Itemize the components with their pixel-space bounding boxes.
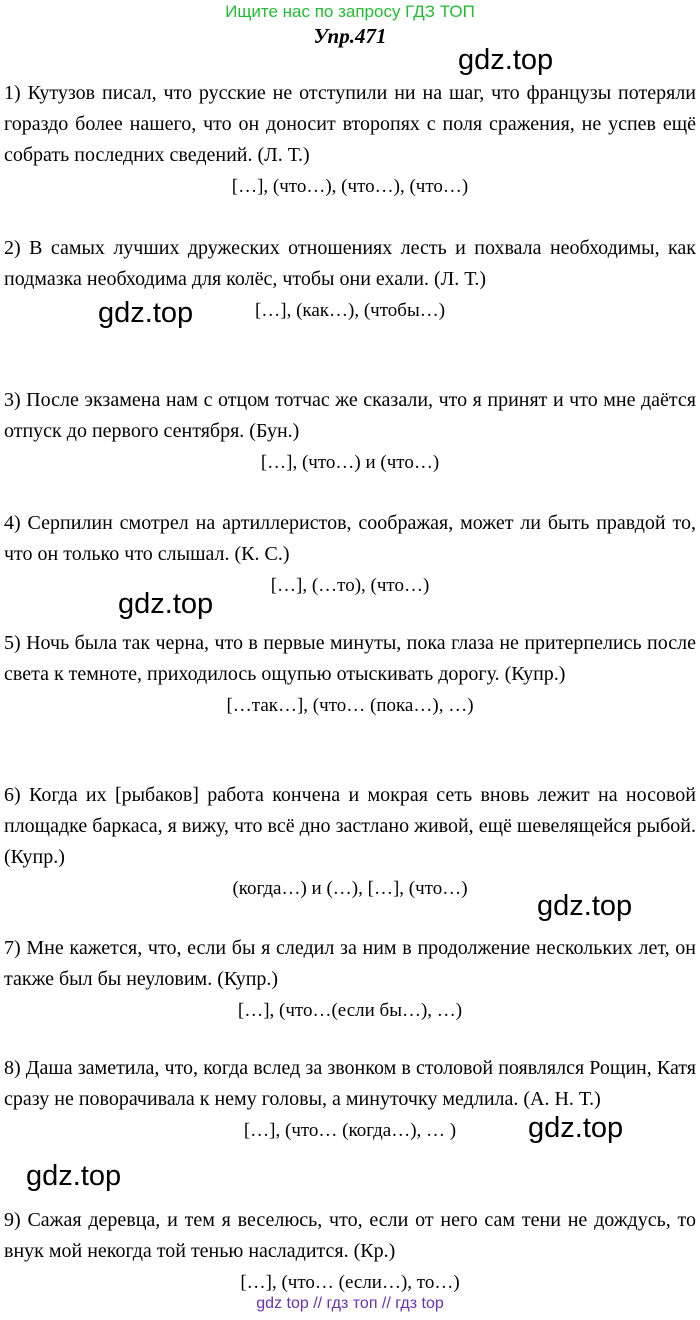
exercise-6 — [0, 780, 700, 903]
top-banner: Ищите нас по запросу ГДЗ ТОП — [225, 2, 475, 21]
exercise-6-scheme: (когда…) и (…), […], (что…) — [232, 878, 468, 899]
exercise-4 — [0, 508, 700, 600]
exercise-3 — [0, 385, 700, 477]
exercise-1-text: 1) Кутузов писал, что русские не отступили ни на шаг, что французы потеряли гораздо более нашего, что он доносит второпях с поля сражения, не успев ещё собрать последних сведений. (Л. Т.) — [4, 82, 696, 166]
exercise-2-text: 2) В самых лучших дружеских отношениях лесть и похвала необходимы, как подмазка необходима для колёс, чтобы они ехали. (Л. Т.) — [4, 237, 696, 290]
watermark: gdz.top — [26, 1160, 122, 1192]
exercise-7-text: 7) Мне кажется, что, если бы я следил за ним в продолжение нескольких лет, он также был бы неуловим. (Купр.) — [4, 937, 696, 990]
exercise-title: Упр.471 — [313, 24, 387, 48]
watermark: gdz.top — [458, 44, 554, 76]
exercise-3-scheme: […], (что…) и (что…) — [260, 452, 440, 473]
exercise-8-text: 8) Даша заметила, что, когда вслед за звонком в столовой появлялся Рощин, Катя сразу не поворачивала к нему головы, а минуточку медлила. (А. Н. Т.) — [4, 1057, 696, 1110]
bottom-banner: gdz top // гдз топ // гдз top — [256, 1295, 444, 1312]
exercise-1-scheme: […], (что…), (что…), (что…) — [231, 176, 469, 197]
exercise-3-text: 3) После экзамена нам с отцом тотчас же сказали, что я принят и что мне даётся отпуск до первого сентября. (Бун.) — [4, 389, 696, 442]
exercise-2-scheme: […], (как…), (чтобы…) — [254, 300, 446, 321]
exercise-9 — [0, 1205, 700, 1297]
exercise-4-scheme: […], (…то), (что…) — [270, 575, 430, 596]
exercise-6-text: 6) Когда их [рыбаков] работа кончена и мокрая сеть вновь лежит на носовой площадке баркаса, я вижу, что всё дно застлано живой, ещё шевелящейся рыбой. (Купр.) — [4, 784, 696, 868]
exercise-9-scheme: […], (что… (если…), то…) — [240, 1272, 460, 1293]
exercise-7-scheme: […], (что…(если бы…), …) — [237, 1000, 463, 1021]
exercise-9-text: 9) Сажая деревца, и тем я веселюсь, что, если от него сам тени не дождусь, то внук мой некогда той тенью насладится. (Кр.) — [4, 1209, 696, 1262]
exercise-7 — [0, 933, 700, 1025]
watermark: gdz.top — [528, 1112, 624, 1144]
exercise-1 — [0, 78, 700, 201]
watermark: gdz.top — [118, 588, 214, 620]
watermark: gdz.top — [98, 297, 194, 329]
exercise-5 — [0, 628, 700, 720]
exercise-5-text: 5) Ночь была так черна, что в первые минуты, пока глаза не притерпелись после света к темноте, приходилось ощупью отыскивать дорогу. (Купр.) — [4, 632, 696, 685]
watermark: gdz.top — [537, 890, 633, 922]
exercise-5-scheme: […так…], (что… (пока…), …) — [226, 695, 474, 716]
exercise-8-scheme: […], (что… (когда…), … ) — [243, 1120, 457, 1141]
exercise-4-text: 4) Серпилин смотрел на артиллеристов, соображая, может ли быть правдой то, что он только что слышал. (К. С.) — [4, 512, 696, 565]
